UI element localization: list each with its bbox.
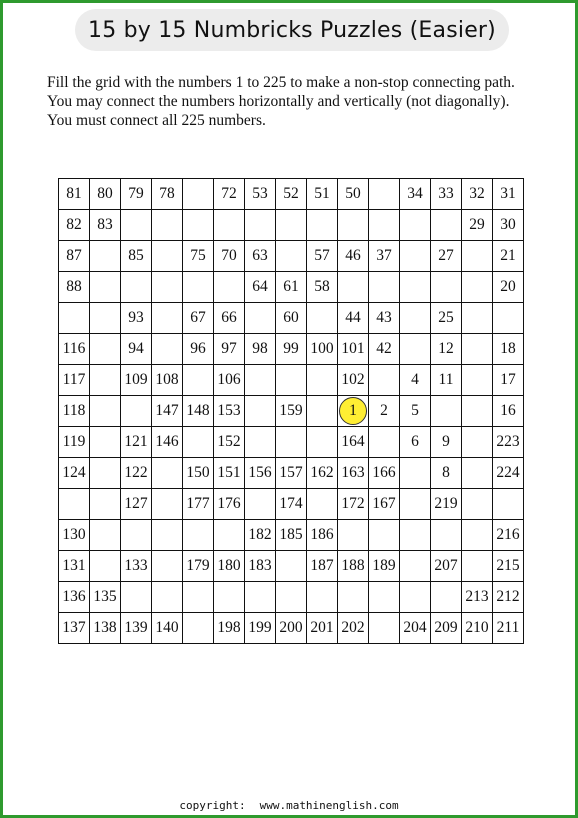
grid-cell-given[interactable]: 148 xyxy=(183,396,214,427)
grid-cell-empty[interactable] xyxy=(276,365,307,396)
grid-cell-empty[interactable] xyxy=(400,241,431,272)
grid-cell-given[interactable]: 174 xyxy=(276,489,307,520)
grid-cell-empty[interactable] xyxy=(183,179,214,210)
grid-row xyxy=(59,179,524,210)
grid-cell-given[interactable]: 137 xyxy=(59,613,90,644)
grid-cell-given[interactable]: 9 xyxy=(431,427,462,458)
copyright-label: copyright: xyxy=(179,799,246,812)
grid-cell-empty[interactable] xyxy=(369,613,400,644)
grid-cell-empty[interactable] xyxy=(400,582,431,613)
instruction-line-3: You must connect all 225 numbers. xyxy=(47,112,266,129)
grid-row xyxy=(59,427,524,458)
grid-cell-empty[interactable] xyxy=(121,520,152,551)
grid-cell-given[interactable]: 67 xyxy=(183,303,214,334)
grid-cell-empty[interactable] xyxy=(90,241,121,272)
grid-cell-given[interactable]: 207 xyxy=(431,551,462,582)
grid-cell-empty[interactable] xyxy=(90,489,121,520)
grid-cell-given[interactable]: 146 xyxy=(152,427,183,458)
grid-cell-given[interactable]: 151 xyxy=(214,458,245,489)
grid-cell-empty[interactable] xyxy=(59,303,90,334)
grid-cell-given[interactable]: 136 xyxy=(59,582,90,613)
grid-cell-given[interactable]: 85 xyxy=(121,241,152,272)
grid-cell-empty[interactable] xyxy=(121,210,152,241)
grid-cell-given[interactable]: 124 xyxy=(59,458,90,489)
grid-cell-given[interactable]: 29 xyxy=(462,210,493,241)
grid-cell-given[interactable]: 127 xyxy=(121,489,152,520)
grid-cell-given[interactable]: 79 xyxy=(121,179,152,210)
grid-cell-empty[interactable] xyxy=(462,427,493,458)
grid-cell-given[interactable]: 64 xyxy=(245,272,276,303)
grid-cell-given[interactable]: 216 xyxy=(493,520,524,551)
grid-cell-empty[interactable] xyxy=(152,334,183,365)
grid-cell-given[interactable]: 156 xyxy=(245,458,276,489)
grid-cell-empty[interactable] xyxy=(214,520,245,551)
grid-cell-start[interactable] xyxy=(338,396,369,427)
grid-cell-given[interactable]: 224 xyxy=(493,458,524,489)
grid-cell-given[interactable]: 219 xyxy=(431,489,462,520)
grid-cell-empty[interactable] xyxy=(462,303,493,334)
grid-cell-empty[interactable] xyxy=(400,551,431,582)
grid-cell-empty[interactable] xyxy=(400,303,431,334)
grid-cell-empty[interactable] xyxy=(90,303,121,334)
grid-cell-given[interactable]: 100 xyxy=(307,334,338,365)
grid-cell-given[interactable]: 159 xyxy=(276,396,307,427)
grid-cell-empty[interactable] xyxy=(338,210,369,241)
grid-cell-given[interactable]: 204 xyxy=(400,613,431,644)
grid-cell-given[interactable]: 52 xyxy=(276,179,307,210)
grid-row xyxy=(59,613,524,644)
grid-cell-given[interactable]: 119 xyxy=(59,427,90,458)
grid-cell-empty[interactable] xyxy=(369,520,400,551)
grid-cell-given[interactable]: 147 xyxy=(152,396,183,427)
grid-cell-given[interactable]: 153 xyxy=(214,396,245,427)
instruction-line-1: Fill the grid with the numbers 1 to 225 to make a non-stop connecting path. xyxy=(47,74,515,91)
grid-cell-empty[interactable] xyxy=(462,458,493,489)
grid-cell-given[interactable]: 157 xyxy=(276,458,307,489)
grid-cell-given[interactable]: 87 xyxy=(59,241,90,272)
grid-cell-given[interactable]: 106 xyxy=(214,365,245,396)
grid-cell-given[interactable]: 210 xyxy=(462,613,493,644)
grid-cell-empty[interactable] xyxy=(431,520,462,551)
grid-cell-given[interactable]: 109 xyxy=(121,365,152,396)
grid-cell-given[interactable]: 122 xyxy=(121,458,152,489)
grid-cell-given[interactable]: 121 xyxy=(121,427,152,458)
grid-cell-empty[interactable] xyxy=(369,210,400,241)
grid-cell-empty[interactable] xyxy=(369,582,400,613)
grid-cell-empty[interactable] xyxy=(152,520,183,551)
grid-cell-empty[interactable] xyxy=(152,582,183,613)
grid-cell-given[interactable]: 180 xyxy=(214,551,245,582)
grid-cell-given[interactable]: 99 xyxy=(276,334,307,365)
title-banner xyxy=(75,9,509,51)
grid-cell-empty[interactable] xyxy=(369,365,400,396)
grid-cell-empty[interactable] xyxy=(493,303,524,334)
grid-row xyxy=(59,365,524,396)
grid-row xyxy=(59,303,524,334)
grid-cell-given[interactable]: 11 xyxy=(431,365,462,396)
grid-cell-empty[interactable] xyxy=(245,489,276,520)
grid-cell-empty[interactable] xyxy=(276,582,307,613)
grid-cell-given[interactable]: 8 xyxy=(431,458,462,489)
grid-cell-given[interactable]: 118 xyxy=(59,396,90,427)
grid-cell-empty[interactable] xyxy=(214,272,245,303)
grid-cell-empty[interactable] xyxy=(462,334,493,365)
grid-cell-given[interactable]: 138 xyxy=(90,613,121,644)
grid-cell-empty[interactable] xyxy=(276,551,307,582)
grid-cell-given[interactable]: 94 xyxy=(121,334,152,365)
grid-cell-given[interactable]: 116 xyxy=(59,334,90,365)
grid-cell-empty[interactable] xyxy=(369,272,400,303)
grid-cell-given[interactable]: 16 xyxy=(493,396,524,427)
grid-cell-given[interactable]: 17 xyxy=(493,365,524,396)
grid-cell-given[interactable]: 212 xyxy=(493,582,524,613)
grid-row xyxy=(59,334,524,365)
grid-cell-given[interactable]: 97 xyxy=(214,334,245,365)
instruction-line-2: You may connect the numbers horizontally and vertically (not diagonally). xyxy=(47,93,510,110)
grid-cell-given[interactable]: 6 xyxy=(400,427,431,458)
grid-cell-given[interactable]: 42 xyxy=(369,334,400,365)
grid-cell-empty[interactable] xyxy=(369,179,400,210)
grid-cell-empty[interactable] xyxy=(59,489,90,520)
grid-cell-given[interactable]: 133 xyxy=(121,551,152,582)
grid-cell-empty[interactable] xyxy=(400,489,431,520)
grid-cell-empty[interactable] xyxy=(183,272,214,303)
grid-row xyxy=(59,458,524,489)
grid-cell-given[interactable]: 46 xyxy=(338,241,369,272)
grid-cell-given[interactable]: 34 xyxy=(400,179,431,210)
grid-cell-empty[interactable] xyxy=(400,458,431,489)
grid-cell-empty[interactable] xyxy=(90,520,121,551)
grid-cell-given[interactable]: 130 xyxy=(59,520,90,551)
grid-cell-given[interactable]: 20 xyxy=(493,272,524,303)
grid-cell-given[interactable]: 53 xyxy=(245,179,276,210)
instructions xyxy=(47,73,557,130)
grid-cell-empty[interactable] xyxy=(400,334,431,365)
grid-cell-given[interactable]: 186 xyxy=(307,520,338,551)
grid-cell-given[interactable]: 139 xyxy=(121,613,152,644)
grid-cell-empty[interactable] xyxy=(121,272,152,303)
grid-cell-empty[interactable] xyxy=(493,489,524,520)
grid-cell-empty[interactable] xyxy=(152,210,183,241)
grid-cell-given[interactable]: 44 xyxy=(338,303,369,334)
grid-cell-empty[interactable] xyxy=(369,427,400,458)
grid-cell-empty[interactable] xyxy=(245,365,276,396)
grid-cell-empty[interactable] xyxy=(276,427,307,458)
grid-cell-given[interactable]: 88 xyxy=(59,272,90,303)
grid-row xyxy=(59,551,524,582)
grid-cell-given[interactable]: 166 xyxy=(369,458,400,489)
grid-cell-empty[interactable] xyxy=(214,210,245,241)
grid-cell-given[interactable]: 83 xyxy=(90,210,121,241)
grid-cell-given[interactable]: 177 xyxy=(183,489,214,520)
grid-cell-given[interactable]: 61 xyxy=(276,272,307,303)
grid-cell-empty[interactable] xyxy=(152,489,183,520)
grid-cell-empty[interactable] xyxy=(431,582,462,613)
grid-cell-given[interactable]: 167 xyxy=(369,489,400,520)
grid-cell-empty[interactable] xyxy=(462,365,493,396)
grid-cell-given[interactable]: 150 xyxy=(183,458,214,489)
grid-cell-given[interactable]: 163 xyxy=(338,458,369,489)
grid-cell-empty[interactable] xyxy=(338,582,369,613)
grid-cell-given[interactable]: 57 xyxy=(307,241,338,272)
grid-row xyxy=(59,272,524,303)
grid-cell-empty[interactable] xyxy=(431,396,462,427)
grid-cell-empty[interactable] xyxy=(152,272,183,303)
grid-cell-given[interactable]: 164 xyxy=(338,427,369,458)
grid-cell-empty[interactable] xyxy=(90,396,121,427)
grid-cell-given[interactable]: 176 xyxy=(214,489,245,520)
grid-cell-given[interactable]: 189 xyxy=(369,551,400,582)
grid-cell-given[interactable]: 30 xyxy=(493,210,524,241)
grid-cell-given[interactable]: 135 xyxy=(90,582,121,613)
grid-cell-empty[interactable] xyxy=(400,520,431,551)
grid-cell-given[interactable]: 4 xyxy=(400,365,431,396)
grid-cell-given[interactable]: 215 xyxy=(493,551,524,582)
grid-cell-given[interactable]: 18 xyxy=(493,334,524,365)
grid-cell-given[interactable]: 185 xyxy=(276,520,307,551)
grid-cell-empty[interactable] xyxy=(276,241,307,272)
grid-cell-empty[interactable] xyxy=(462,551,493,582)
page-title: 15 by 15 Numbricks Puzzles (Easier) xyxy=(88,17,496,43)
grid-cell-empty[interactable] xyxy=(152,303,183,334)
copyright-site: www.mathinenglish.com xyxy=(259,799,399,812)
grid-cell-given[interactable]: 5 xyxy=(400,396,431,427)
grid-cell-empty[interactable] xyxy=(90,458,121,489)
grid-cell-empty[interactable] xyxy=(152,241,183,272)
grid-cell-given[interactable]: 108 xyxy=(152,365,183,396)
grid-cell-empty[interactable] xyxy=(462,396,493,427)
grid-cell-given[interactable]: 80 xyxy=(90,179,121,210)
grid-cell-given[interactable]: 50 xyxy=(338,179,369,210)
grid-cell-given[interactable]: 101 xyxy=(338,334,369,365)
grid-cell-empty[interactable] xyxy=(183,520,214,551)
grid-cell-given[interactable]: 102 xyxy=(338,365,369,396)
grid-cell-empty[interactable] xyxy=(307,427,338,458)
grid-cell-empty[interactable] xyxy=(183,210,214,241)
grid-cell-empty[interactable] xyxy=(90,365,121,396)
grid-cell-empty[interactable] xyxy=(245,582,276,613)
copyright-footer xyxy=(3,799,575,812)
grid-cell-given[interactable]: 66 xyxy=(214,303,245,334)
grid-cell-empty[interactable] xyxy=(431,272,462,303)
start-circle: 1 xyxy=(339,397,367,425)
grid-cell-given[interactable]: 117 xyxy=(59,365,90,396)
grid-cell-empty[interactable] xyxy=(90,272,121,303)
grid-cell-empty[interactable] xyxy=(90,551,121,582)
grid-cell-empty[interactable] xyxy=(245,427,276,458)
grid-cell-empty[interactable] xyxy=(307,489,338,520)
grid-cell-given[interactable]: 37 xyxy=(369,241,400,272)
grid-cell-given[interactable]: 98 xyxy=(245,334,276,365)
grid-cell-empty[interactable] xyxy=(276,210,307,241)
grid-cell-given[interactable]: 213 xyxy=(462,582,493,613)
grid-cell-given[interactable]: 33 xyxy=(431,179,462,210)
grid-cell-given[interactable]: 82 xyxy=(59,210,90,241)
grid-cell-empty[interactable] xyxy=(183,365,214,396)
grid-cell-empty[interactable] xyxy=(307,396,338,427)
grid-cell-given[interactable]: 32 xyxy=(462,179,493,210)
grid-cell-empty[interactable] xyxy=(400,272,431,303)
grid-cell-empty[interactable] xyxy=(462,520,493,551)
grid-cell-given[interactable]: 152 xyxy=(214,427,245,458)
grid-cell-empty[interactable] xyxy=(431,210,462,241)
grid-cell-empty[interactable] xyxy=(462,489,493,520)
grid-cell-empty[interactable] xyxy=(338,520,369,551)
grid-cell-empty[interactable] xyxy=(90,427,121,458)
grid-cell-empty[interactable] xyxy=(183,582,214,613)
grid-cell-empty[interactable] xyxy=(90,334,121,365)
grid-cell-given[interactable]: 60 xyxy=(276,303,307,334)
grid-cell-given[interactable]: 187 xyxy=(307,551,338,582)
grid-cell-given[interactable]: 21 xyxy=(493,241,524,272)
grid-cell-empty[interactable] xyxy=(307,582,338,613)
grid-cell-empty[interactable] xyxy=(152,551,183,582)
grid-cell-given[interactable]: 31 xyxy=(493,179,524,210)
grid-cell-given[interactable]: 51 xyxy=(307,179,338,210)
grid-cell-empty[interactable] xyxy=(462,272,493,303)
grid-cell-given[interactable]: 25 xyxy=(431,303,462,334)
grid-row xyxy=(59,582,524,613)
grid-cell-empty[interactable] xyxy=(214,582,245,613)
grid-cell-given[interactable]: 81 xyxy=(59,179,90,210)
grid-cell-empty[interactable] xyxy=(462,241,493,272)
grid-cell-empty[interactable] xyxy=(121,396,152,427)
grid-cell-given[interactable]: 198 xyxy=(214,613,245,644)
grid-cell-given[interactable]: 75 xyxy=(183,241,214,272)
grid-cell-given[interactable]: 211 xyxy=(493,613,524,644)
grid-cell-given[interactable]: 199 xyxy=(245,613,276,644)
grid-cell-given[interactable]: 43 xyxy=(369,303,400,334)
grid-row xyxy=(59,210,524,241)
grid-cell-given[interactable]: 188 xyxy=(338,551,369,582)
grid-cell-empty[interactable] xyxy=(307,303,338,334)
grid-cell-empty[interactable] xyxy=(338,272,369,303)
grid-cell-given[interactable]: 172 xyxy=(338,489,369,520)
grid-cell-given[interactable]: 183 xyxy=(245,551,276,582)
grid-cell-empty[interactable] xyxy=(400,210,431,241)
grid-cell-empty[interactable] xyxy=(245,210,276,241)
grid-cell-empty[interactable] xyxy=(183,427,214,458)
grid-cell-given[interactable]: 27 xyxy=(431,241,462,272)
grid-cell-empty[interactable] xyxy=(183,613,214,644)
grid-cell-given[interactable]: 209 xyxy=(431,613,462,644)
grid-cell-given[interactable]: 223 xyxy=(493,427,524,458)
grid-cell-given[interactable]: 2 xyxy=(369,396,400,427)
grid-row xyxy=(59,241,524,272)
grid-cell-given[interactable]: 200 xyxy=(276,613,307,644)
grid-row xyxy=(59,396,524,427)
grid-cell-empty[interactable] xyxy=(121,582,152,613)
grid-cell-empty[interactable] xyxy=(152,458,183,489)
grid-cell-given[interactable]: 58 xyxy=(307,272,338,303)
grid-cell-empty[interactable] xyxy=(307,365,338,396)
grid-cell-empty[interactable] xyxy=(245,396,276,427)
grid-cell-given[interactable]: 201 xyxy=(307,613,338,644)
grid-cell-given[interactable]: 182 xyxy=(245,520,276,551)
grid-row xyxy=(59,489,524,520)
grid-cell-given[interactable]: 202 xyxy=(338,613,369,644)
grid-cell-given[interactable]: 63 xyxy=(245,241,276,272)
grid-cell-given[interactable]: 72 xyxy=(214,179,245,210)
grid-cell-empty[interactable] xyxy=(307,210,338,241)
grid-cell-given[interactable]: 78 xyxy=(152,179,183,210)
grid-row xyxy=(59,520,524,551)
grid-cell-given[interactable]: 131 xyxy=(59,551,90,582)
grid-cell-given[interactable]: 70 xyxy=(214,241,245,272)
numbricks-grid xyxy=(58,178,524,644)
grid-cell-given[interactable]: 12 xyxy=(431,334,462,365)
grid-cell-given[interactable]: 162 xyxy=(307,458,338,489)
grid-cell-given[interactable]: 140 xyxy=(152,613,183,644)
grid-cell-given[interactable]: 93 xyxy=(121,303,152,334)
grid-cell-given[interactable]: 96 xyxy=(183,334,214,365)
grid-cell-empty[interactable] xyxy=(245,303,276,334)
grid-cell-given[interactable]: 179 xyxy=(183,551,214,582)
